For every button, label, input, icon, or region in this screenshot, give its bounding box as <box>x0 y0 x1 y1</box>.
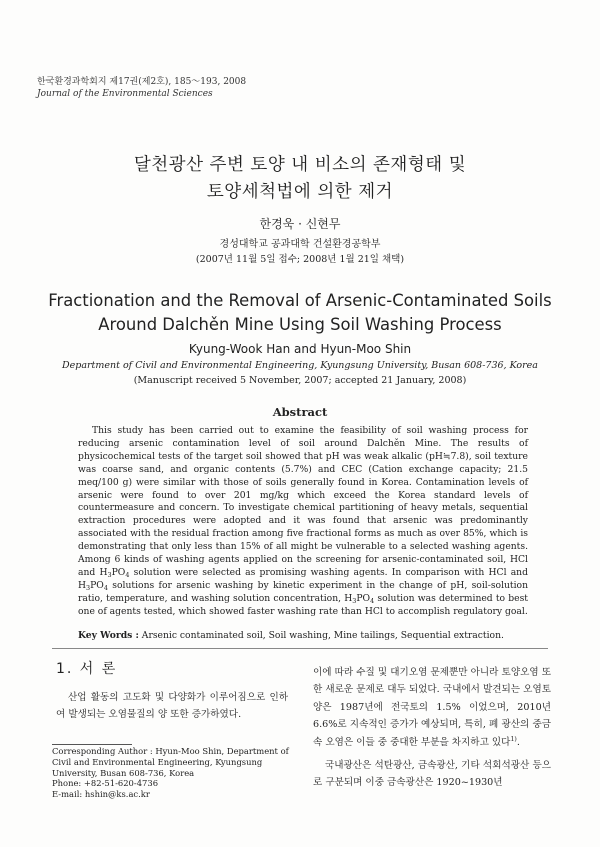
abstract-part: solution was determined to best one of agents tested, which showed faster washing rate than HCl to accomplish regulatory goal. <box>78 592 528 617</box>
korean-authors: 한경욱 · 신현무 <box>259 217 341 231</box>
paragraph-text: . <box>516 736 520 748</box>
intro-left-paragraph: 산업 활동의 고도화 및 다양화가 이루어짐으로 인하여 발생되는 오염물질의 양 또한 증가하였다. <box>56 692 288 720</box>
journal-citation: 한국환경과학회지 제17권(제2호), 185～193, 2008 <box>37 77 247 87</box>
footnote-divider <box>52 744 132 745</box>
journal-name: Journal of the Environmental Sciences <box>37 89 213 99</box>
english-title-line2: Around Dalchěn Mine Using Soil Washing Process <box>98 315 502 334</box>
intro-right-column <box>313 664 551 798</box>
journal-header <box>37 76 246 100</box>
abstract-part: PO <box>90 579 104 591</box>
subscript: 4 <box>103 583 108 592</box>
section-divider <box>52 648 548 649</box>
abstract-part: PO <box>356 592 371 604</box>
paragraph-text: 이에 따라 수질 및 대기오염 문제뿐만 아니라 토양오염 또한 새로운 문제로 대두 되었다. 국내에서 발견되는 오염토양은 1987년에 전국토의 1.5% 이었으며, 2010년 6.6%로 지속적인 증가가 예상되며, 특히, 폐 광산의 중금속 오염은 이들 중 중대한 부분을 차지하고 있다 <box>313 667 551 748</box>
corresponding-author-footnote <box>52 746 294 800</box>
korean-dates: (2007년 11월 5일 접수; 2008년 1월 21일 채택) <box>195 254 405 265</box>
korean-title <box>0 152 600 206</box>
keywords-label: Key Words : <box>78 630 139 641</box>
intro-right-paragraph1 <box>313 664 551 751</box>
abstract-heading: Abstract <box>272 405 328 419</box>
abstract-part: PO <box>111 566 126 578</box>
subscript: 3 <box>86 583 91 592</box>
section-heading: 1. 서 론 <box>56 661 118 677</box>
korean-title-line1: 달천광산 주변 토양 내 비소의 존재형태 및 <box>133 155 467 175</box>
english-affiliation: Department of Civil and Environmental Engineering, Kyungsung University, Busan 608-736, Korea <box>62 360 538 371</box>
english-dates: (Manuscript received 5 November, 2007; accepted 21 January, 2008) <box>133 375 467 386</box>
keywords <box>78 629 538 642</box>
english-authors: Kyung-Wook Han and Hyun-Moo Shin <box>188 342 412 356</box>
korean-title-line2: 토양세척법에 의한 제거 <box>206 182 394 202</box>
subscript: 3 <box>107 570 112 579</box>
abstract-part: solution were selected as promising washing agents. In comparison with HCl and H <box>78 566 528 591</box>
abstract-part: solutions for arsenic washing by kinetic experiment in the change of pH, soil-solution ratio, temperature, and washing solution concentration, H <box>78 579 528 604</box>
subscript: 4 <box>370 596 375 605</box>
subscript: 4 <box>125 570 130 579</box>
korean-affiliation: 경성대학교 공과대학 건설환경공학부 <box>219 239 381 250</box>
abstract-part: This study has been carried out to examine the feasibility of soil washing process for reducing arsenic contamination level of soil around Dalchěn Mine. The results of physicochemical tests of the target soil showed that pH was weak alkalic (pH≒7.8), soil texture was coarse sand, and organic contents (5.7%) and CEC (Cation exchange capacity; 21.5 meq/100 g) were similar with those of soils generally found in Korea. Contamination levels of arsenic were found to over 201 mg/kg which exceed the Korea standard levels of countermeasure and concern. To investigate chemical partitioning of heavy metals, sequential extraction procedures were adopted and it was found that arsenic was predominantly associated with the residual fraction among five fractional forms as much as over 85%, which is demonstrating that only less than 15% of all might be vulnerable to a selected washing agents. Among 6 kinds of washing agents applied on the screening for arsenic-contaminated soil, HCl and H <box>78 425 528 578</box>
english-title <box>0 289 600 337</box>
keywords-text: Arsenic contaminated soil, Soil washing, Mine tailings, Sequential extraction. <box>138 630 504 641</box>
footnote-email: E-mail: hshin@ks.ac.kr <box>52 789 150 800</box>
abstract-text <box>78 425 528 619</box>
citation-reference: 1) <box>510 735 517 743</box>
footnote-author: Corresponding Author : Hyun-Moo Shin, Department of Civil and Environmental Engineering, Kyungsung University, Busan 608-736, Korea <box>52 746 289 778</box>
subscript: 3 <box>352 596 357 605</box>
english-title-line1: Fractionation and the Removal of Arsenic-Contaminated Soils <box>48 291 552 310</box>
footnote-phone: Phone: +82-51-620-4736 <box>52 778 159 789</box>
intro-right-paragraph2: 국내광산은 석탄광산, 금속광산, 기타 석회석광산 등으로 구분되며 이중 금속광산은 1920~1930년 <box>313 760 551 789</box>
